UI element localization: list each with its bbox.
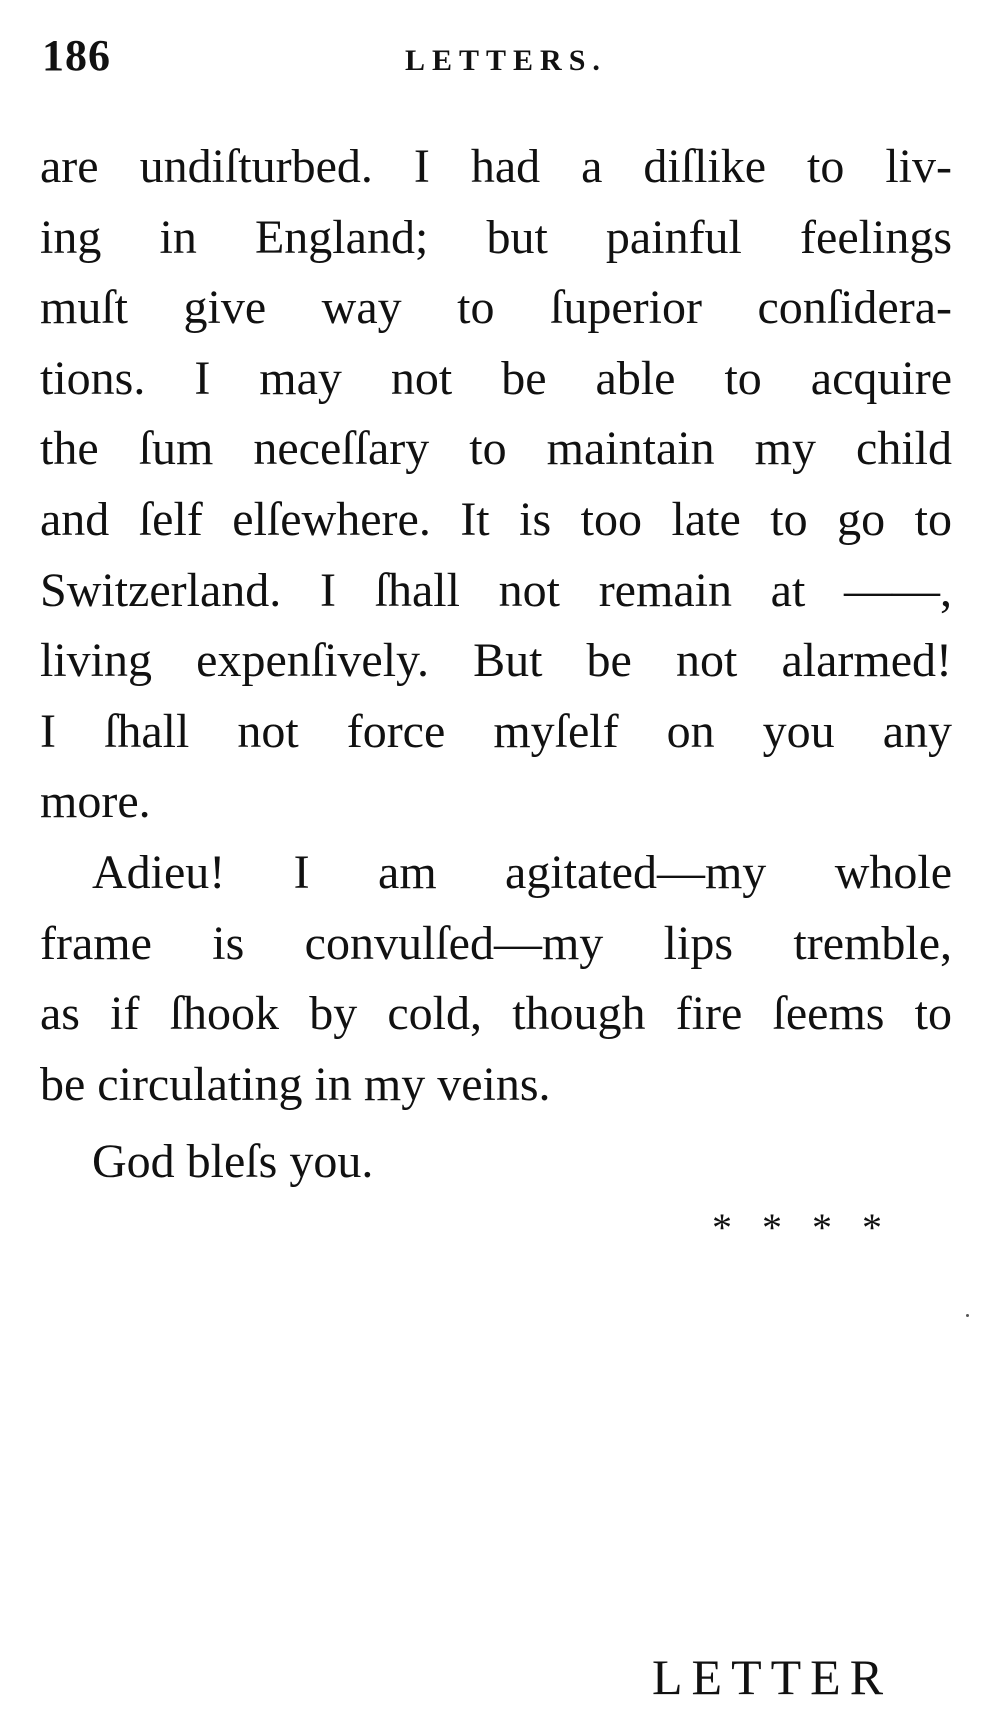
paper-speck [966,1314,969,1317]
body-line: more. [40,775,151,829]
body-line: tions. I may not be able to acquire [40,351,952,405]
running-head: LETTERS. [405,44,607,77]
catchword: LETTER [652,1649,893,1705]
body-line: Adieu! I am agitated—my whole [92,845,952,899]
letter-body [40,132,952,1120]
body-line: I ſhall not force myſelf on you any [40,704,952,758]
signoff: God bleſs you. [92,1135,374,1188]
body-line: Switzerland. I ſhall not remain at ——, [40,563,952,617]
body-line: are undiſturbed. I had a diſlike to liv- [40,140,952,193]
asterisks-signature: * * * * [712,1205,892,1250]
body-line: as if ſhook by cold, though fire ſeems to [40,987,952,1041]
page-number: 186 [42,31,111,80]
body-line: muſt give way to ſuperior conſidera- [40,281,952,335]
body-line: frame is convulſed—my lips tremble, [40,916,952,970]
body-line: ing in England; but painful feelings [40,210,952,264]
body-line: be circulating in my veins. [40,1057,551,1111]
body-line: the ſum neceſſary to maintain my child [40,422,952,476]
body-line: and ſelf elſewhere. It is too late to go to [40,492,952,546]
body-line: living expenſively. But be not alarmed! [40,634,952,688]
